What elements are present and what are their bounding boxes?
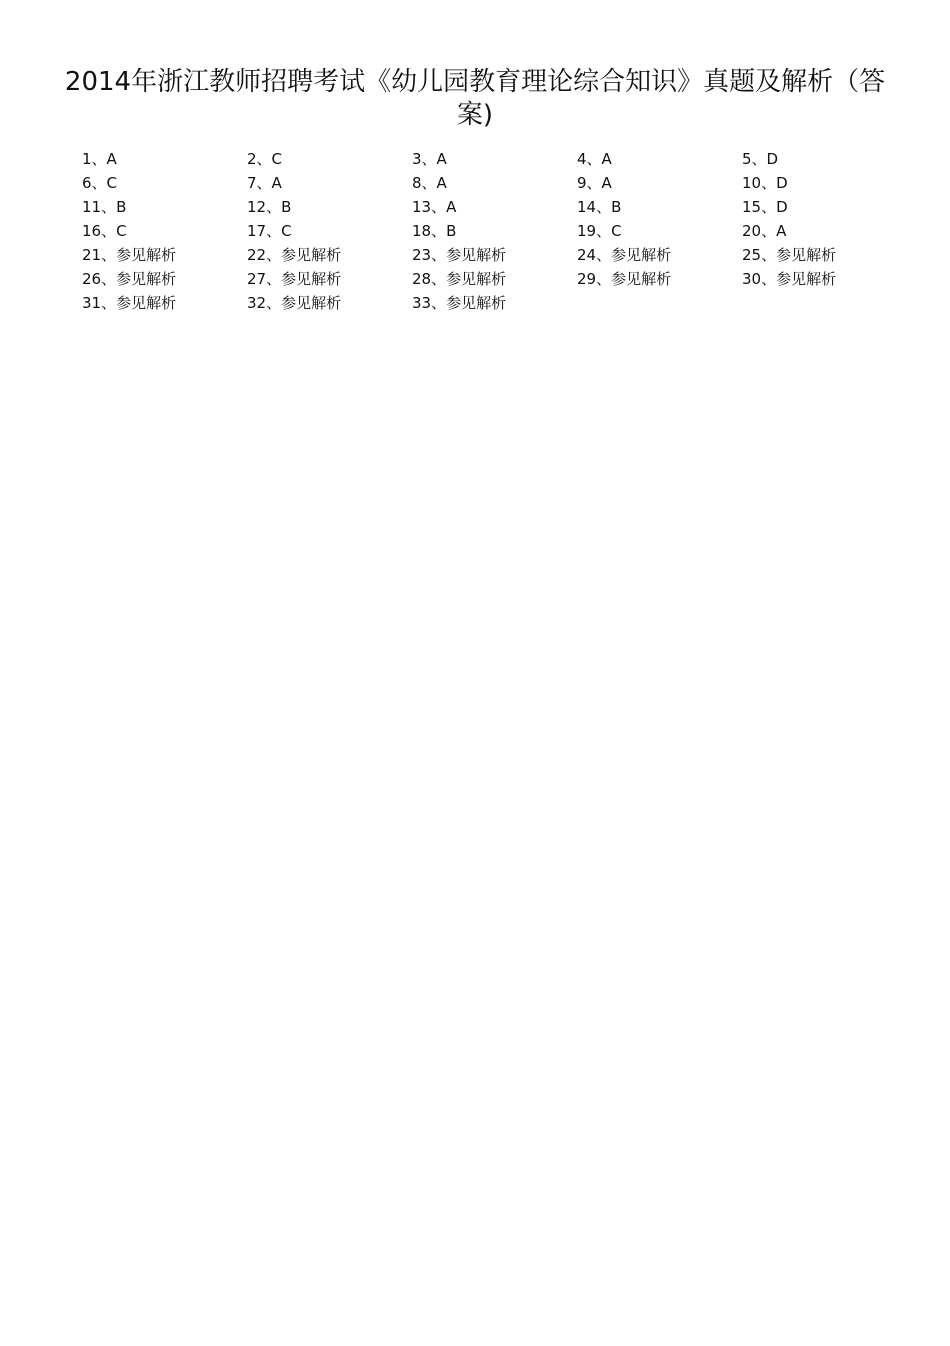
- answer-item: 7、A: [247, 174, 282, 192]
- document-title: 2014年浙江教师招聘考试《幼儿园教育理论综合知识》真题及解析（答案): [64, 67, 886, 130]
- answer-item: 23、参见解析: [412, 246, 507, 264]
- answer-item: 28、参见解析: [412, 270, 507, 288]
- answer-item: 26、参见解析: [82, 270, 177, 288]
- answer-item: 30、参见解析: [742, 270, 837, 288]
- answer-item: 4、A: [577, 150, 612, 168]
- answer-item: 8、A: [412, 174, 447, 192]
- answer-item: 27、参见解析: [247, 270, 342, 288]
- answer-item: 19、C: [577, 222, 622, 240]
- answer-item: 2、C: [247, 150, 283, 168]
- answer-item: 1、A: [82, 150, 117, 168]
- answer-item: 17、C: [247, 222, 292, 240]
- answer-item: 11、B: [82, 198, 127, 216]
- answer-item: 32、参见解析: [247, 294, 342, 312]
- answer-item: 16、C: [82, 222, 127, 240]
- answer-item: 33、参见解析: [412, 294, 507, 312]
- answer-item: 21、参见解析: [82, 246, 177, 264]
- answer-item: 5、D: [742, 150, 779, 168]
- answer-item: 12、B: [247, 198, 292, 216]
- answer-item: 22、参见解析: [247, 246, 342, 264]
- answer-item: 15、D: [742, 198, 788, 216]
- answer-item: 6、C: [82, 174, 118, 192]
- answer-item: 14、B: [577, 198, 622, 216]
- answer-item: 10、D: [742, 174, 788, 192]
- answer-item: 24、参见解析: [577, 246, 672, 264]
- answer-item: 18、B: [412, 222, 457, 240]
- answer-item: 3、A: [412, 150, 447, 168]
- answer-item: 25、参见解析: [742, 246, 837, 264]
- answer-item: 13、A: [412, 198, 457, 216]
- answer-item: 29、参见解析: [577, 270, 672, 288]
- answer-item: 20、A: [742, 222, 787, 240]
- answer-item: 31、参见解析: [82, 294, 177, 312]
- answer-grid: [82, 147, 902, 315]
- answer-item: 9、A: [577, 174, 612, 192]
